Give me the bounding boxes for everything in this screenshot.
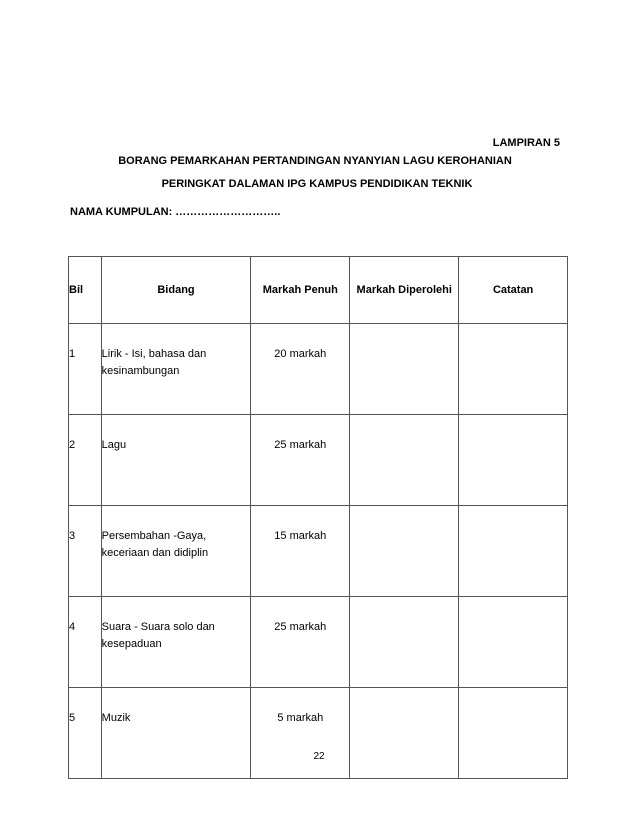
- cell-markah-diperolehi: [350, 597, 459, 688]
- cell-bidang: [101, 506, 251, 597]
- column-header-bil: Bil: [69, 257, 102, 324]
- document-subtitle: PERINGKAT DALAMAN IPG KAMPUS PENDIDIKAN TEKNIK: [161, 178, 473, 190]
- cell-bil: 4: [69, 597, 102, 688]
- cell-bidang: [101, 597, 251, 688]
- cell-markah-diperolehi: [350, 324, 459, 415]
- cell-catatan: [459, 688, 568, 779]
- page-number: 22: [313, 751, 325, 762]
- table-row: [69, 415, 568, 506]
- bidang-line: keceriaan dan didiplin: [101, 547, 209, 559]
- cell-bil: 2: [69, 415, 102, 506]
- cell-bidang: [101, 688, 251, 779]
- bidang-line: kesinambungan: [101, 365, 180, 377]
- column-header-markah-diperolehi: Markah Diperolehi: [350, 257, 459, 324]
- column-header-catatan: Catatan: [459, 257, 568, 324]
- column-header-bidang: Bidang: [101, 257, 251, 324]
- cell-markah-diperolehi: [350, 688, 459, 779]
- cell-catatan: [459, 415, 568, 506]
- cell-markah-penuh: 25 markah: [251, 597, 350, 688]
- cell-markah-penuh: 5 markah: [251, 688, 350, 779]
- cell-markah-diperolehi: [350, 506, 459, 597]
- bidang-line: Suara - Suara solo dan: [101, 621, 215, 633]
- table-row: [69, 324, 568, 415]
- bidang-line: Persembahan -Gaya,: [101, 530, 207, 542]
- cell-bil: 3: [69, 506, 102, 597]
- cell-markah-penuh: 20 markah: [251, 324, 350, 415]
- group-name-field: NAMA KUMPULAN: ………………………..: [70, 206, 281, 218]
- bidang-line: Muzik: [101, 712, 131, 724]
- cell-bidang: [101, 324, 251, 415]
- bidang-line: Lagu: [101, 439, 127, 451]
- appendix-label: LAMPIRAN 5: [492, 137, 560, 149]
- cell-markah-diperolehi: [350, 415, 459, 506]
- column-header-markah-penuh: Markah Penuh: [251, 257, 350, 324]
- scoring-table: [68, 256, 568, 779]
- table-row: [69, 597, 568, 688]
- cell-bil: 5: [69, 688, 102, 779]
- bidang-line: kesepaduan: [101, 638, 162, 650]
- cell-catatan: [459, 597, 568, 688]
- cell-markah-penuh: 15 markah: [251, 506, 350, 597]
- document-title: BORANG PEMARKAHAN PERTANDINGAN NYANYIAN LAGU KEROHANIAN: [118, 155, 512, 167]
- cell-bil: 1: [69, 324, 102, 415]
- table-row: [69, 688, 568, 779]
- cell-catatan: [459, 506, 568, 597]
- cell-markah-penuh: 25 markah: [251, 415, 350, 506]
- table-header-row: [69, 257, 568, 324]
- bidang-line: Lirik - Isi, bahasa dan: [101, 348, 207, 360]
- cell-bidang: [101, 415, 251, 506]
- table-row: [69, 506, 568, 597]
- cell-catatan: [459, 324, 568, 415]
